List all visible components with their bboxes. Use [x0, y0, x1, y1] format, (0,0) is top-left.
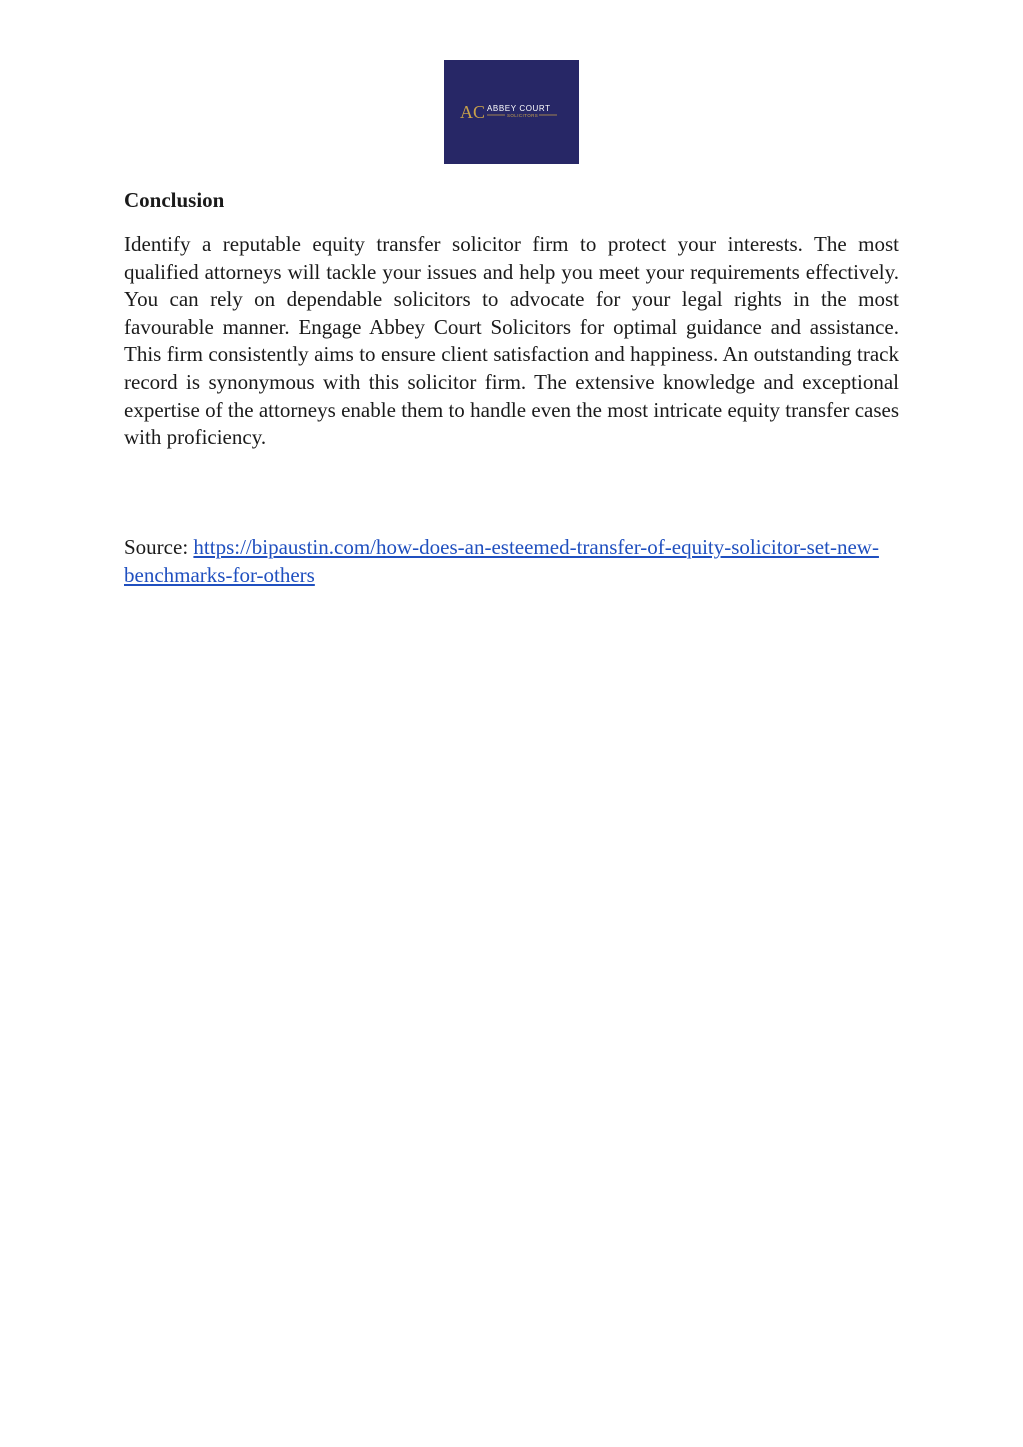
source-link[interactable]: https://bipaustin.com/how-does-an-esteemed-transfer-of-equity-solicitor-set-new-benchmarks-for-others	[124, 535, 879, 587]
conclusion-paragraph: Identify a reputable equity transfer solicitor firm to protect your interests. The most qualified attorneys will tackle your issues and help you meet your requirements effectively. You can rely on dependable solicitors to advocate for your legal rights in the most favourable manner. Engage Abbey Court Solicitors for optimal guidance and assistance. This firm consistently aims to ensure client satisfaction and happiness. An outstanding track record is synonymous with this solicitor firm. The extensive knowledge and exceptional expertise of the attorneys enable them to handle even the most intricate equity transfer cases with proficiency.	[124, 232, 899, 450]
logo-mark	[457, 97, 567, 127]
logo-monogram: AC	[459, 102, 485, 122]
logo-line1: ABBEY COURT	[486, 104, 551, 113]
source-label: Source:	[124, 535, 194, 559]
abbey-court-logo	[444, 60, 579, 164]
source-line	[124, 534, 899, 589]
logo-line2: SOLICITORS	[506, 113, 538, 118]
section-heading: Conclusion	[124, 188, 225, 212]
